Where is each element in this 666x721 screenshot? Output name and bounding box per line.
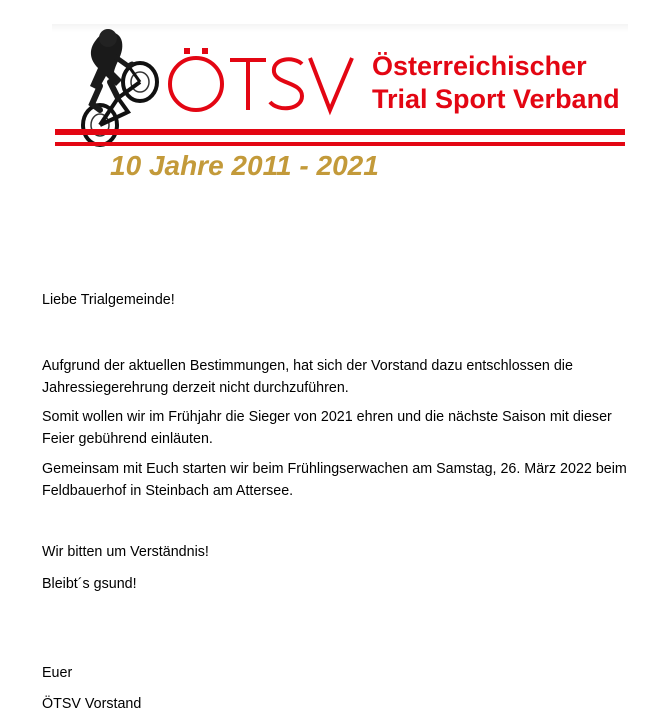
letter-wish: Bleibt´s gsund! xyxy=(42,576,137,592)
letter-greeting: Liebe Trialgemeinde! xyxy=(42,292,175,308)
letter-closing: Euer xyxy=(42,665,73,681)
letter-paragraph-1-line-1: Aufgrund der aktuellen Bestimmungen, hat sich der Vorstand dazu entschlossen die xyxy=(42,358,573,374)
organization-name-line1: Österreichischer xyxy=(372,51,587,81)
anniversary-caption: 10 Jahre 2011 - 2021 xyxy=(110,150,379,181)
letter-paragraph-2-line-1: Somit wollen wir im Frühjahr die Sieger von 2021 ehren und die nächste Saison mit dieser xyxy=(42,409,612,425)
organization-name xyxy=(372,50,620,116)
header-divider-top xyxy=(55,129,625,135)
organization-name-line2: Trial Sport Verband xyxy=(372,84,620,114)
letter-request: Wir bitten um Verständnis! xyxy=(42,544,209,560)
letter-signature: ÖTSV Vorstand xyxy=(42,696,142,712)
letter-paragraph-1-line-2: Jahressiegerehrung derzeit nicht durchzuführen. xyxy=(42,380,349,396)
letter-paragraph-3-line-2: Feldbauerhof in Steinbach am Attersee. xyxy=(42,483,294,499)
letter-paragraph-3-line-1: Gemeinsam mit Euch starten wir beim Frühlingserwachen am Samstag, 26. März 2022 beim xyxy=(42,461,627,477)
letter-paragraph-2-line-2: Feier gebührend einläuten. xyxy=(42,431,213,447)
otsv-logo-wordmark xyxy=(162,42,362,118)
header-divider-bottom xyxy=(55,142,625,146)
